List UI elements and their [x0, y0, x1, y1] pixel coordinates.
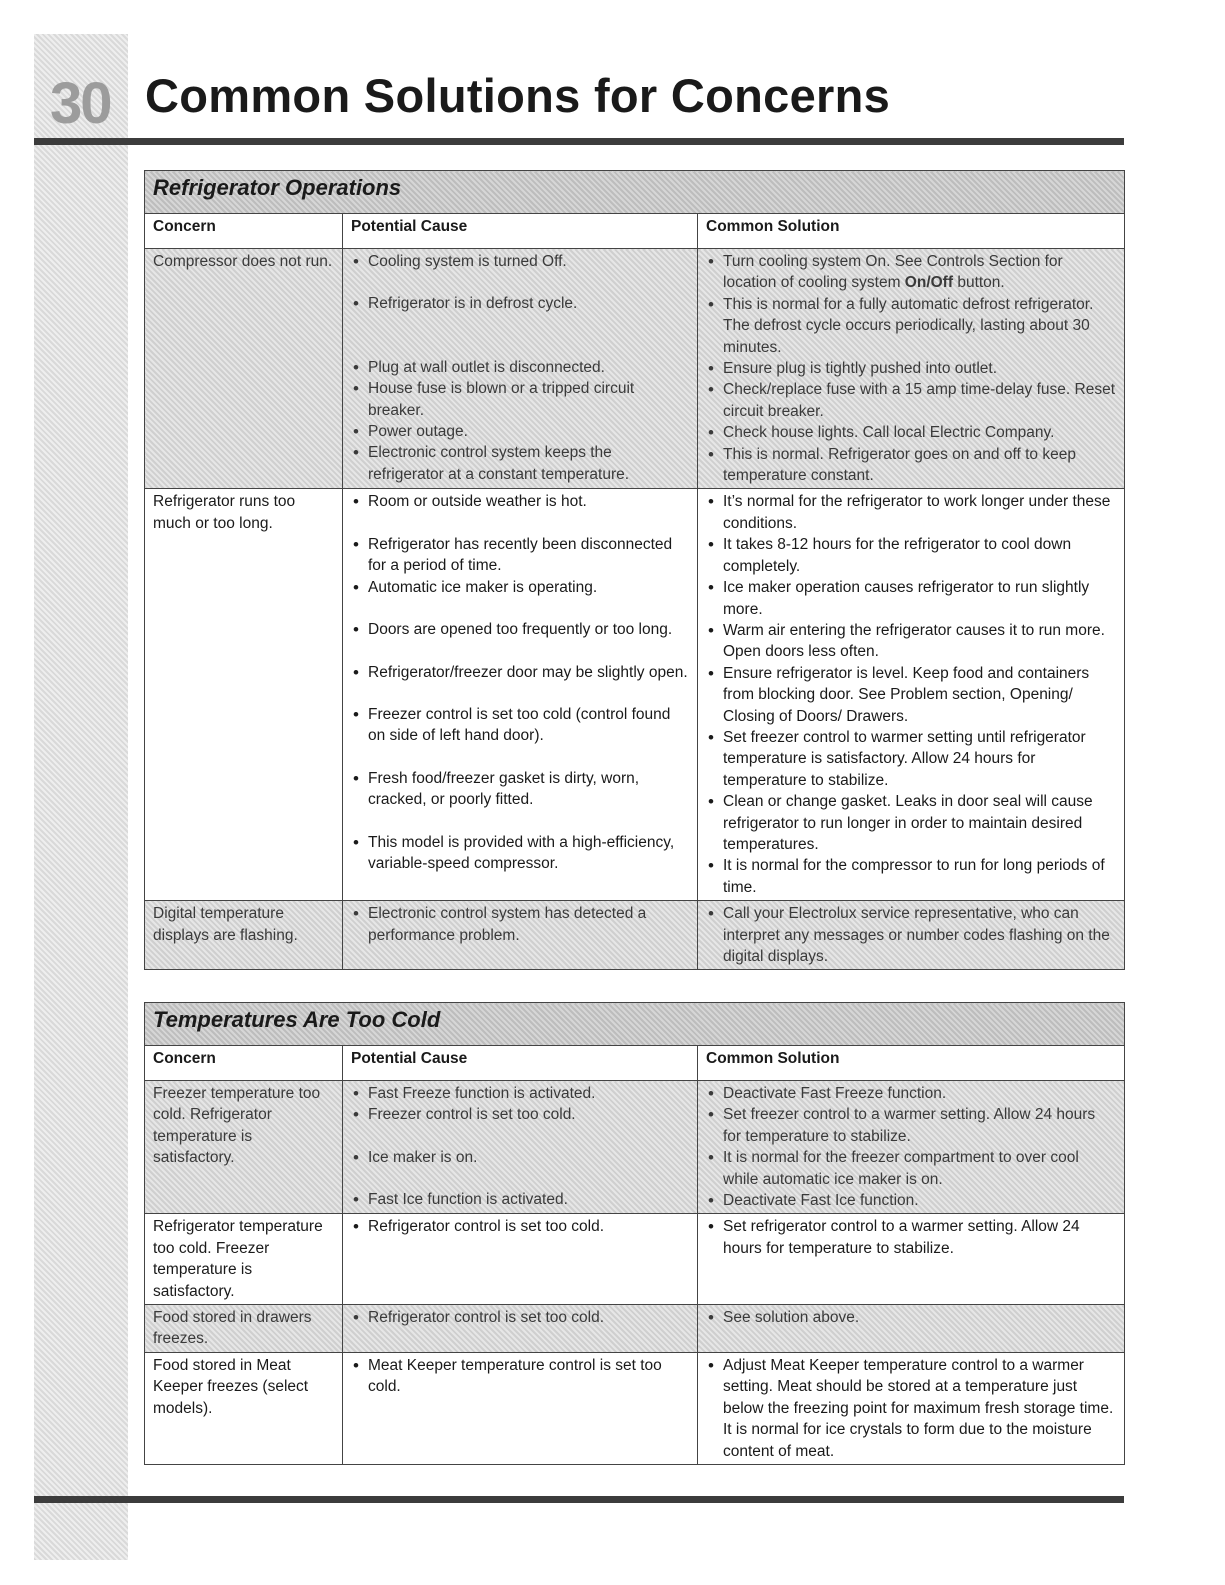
table-row: [145, 1305, 1125, 1353]
list-item: • Doors are opened too frequently or too long.: [351, 619, 689, 640]
list-item: • Ice maker operation causes refrigerator to run slightly more.: [706, 577, 1116, 620]
list-item: • Set freezer control to a warmer setting. Allow 24 hours for temperature to stabilize.: [706, 1104, 1116, 1147]
list-item: • Fast Freeze function is activated.: [351, 1083, 689, 1104]
list-item: • Check house lights. Call local Electric Company.: [706, 422, 1116, 443]
list-item: • Electronic control system has detected a performance problem.: [351, 903, 689, 946]
concern-cell: Compressor does not run.: [145, 249, 343, 489]
list-item: • Room or outside weather is hot.: [351, 491, 689, 512]
table-row: [145, 489, 1125, 901]
list-item: • This is normal for a fully automatic defrost refrigerator. The defrost cycle occurs periodically, lasting about 30 minutes.: [706, 294, 1116, 358]
list-item: • Electronic control system keeps the refrigerator at a constant temperature.: [351, 442, 689, 485]
list-item: • Refrigerator has recently been disconnected for a period of time.: [351, 534, 689, 577]
list-item: • Deactivate Fast Ice function.: [706, 1190, 1116, 1211]
section-table: [144, 1002, 1125, 1465]
list-item: • Automatic ice maker is operating.: [351, 577, 689, 598]
solution-cell: [698, 1352, 1125, 1464]
list-item: • Ice maker is on.: [351, 1147, 689, 1168]
list-item: • This model is provided with a high-efficiency, variable-speed compressor.: [351, 832, 689, 875]
table-row: [145, 249, 1125, 489]
list-item: • Power outage.: [351, 421, 689, 442]
concern-header: Concern: [145, 214, 343, 249]
solution-header: Common Solution: [698, 214, 1125, 249]
side-strip: [34, 34, 128, 1560]
solution-cell: [698, 1081, 1125, 1214]
list-item: • Turn cooling system On. See Controls Section for location of cooling system On/Off button.: [706, 251, 1116, 294]
list-item: • Freezer control is set too cold.: [351, 1104, 689, 1125]
column-header-row: [145, 1046, 1125, 1081]
list-item: • It’s normal for the refrigerator to work longer under these conditions.: [706, 491, 1116, 534]
cause-cell: [343, 489, 698, 901]
list-item: • Fresh food/freezer gasket is dirty, worn, cracked, or poorly fitted.: [351, 768, 689, 811]
table-row: [145, 1081, 1125, 1214]
solution-cell: [698, 489, 1125, 901]
list-item: • This is normal. Refrigerator goes on and off to keep temperature constant.: [706, 444, 1116, 487]
solution-cell: [698, 249, 1125, 489]
concern-cell: Refrigerator temperature too cold. Freezer temperature is satisfactory.: [145, 1214, 343, 1305]
table-row: [145, 1352, 1125, 1464]
list-item: • Refrigerator is in defrost cycle.: [351, 293, 689, 314]
list-item: • Adjust Meat Keeper temperature control to a warmer setting. Meat should be stored at a temperature just below the freezing point for maximum fresh storage time. It is normal for ice crystals to form due to the moisture content of meat.: [706, 1355, 1116, 1462]
solution-cell: [698, 1214, 1125, 1305]
section-title: Refrigerator Operations: [145, 171, 1125, 214]
list-item: • Plug at wall outlet is disconnected.: [351, 357, 689, 378]
concern-cell: Refrigerator runs too much or too long.: [145, 489, 343, 901]
solution-cell: [698, 1305, 1125, 1353]
solution-header: Common Solution: [698, 1046, 1125, 1081]
on-off-term: On/Off: [904, 274, 954, 292]
list-item: • Clean or change gasket. Leaks in door seal will cause refrigerator to run longer in order to maintain desired temperatures.: [706, 791, 1116, 855]
list-item: • Warm air entering the refrigerator causes it to run more. Open doors less often.: [706, 620, 1116, 663]
page-title: Common Solutions for Concerns: [145, 69, 891, 122]
list-item: • It takes 8-12 hours for the refrigerator to cool down completely.: [706, 534, 1116, 577]
section-title: Temperatures Are Too Cold: [145, 1003, 1125, 1046]
cause-cell: [343, 1081, 698, 1214]
list-item: • Ensure refrigerator is level. Keep food and containers from blocking door. See Problem section, Opening/ Closing of Doors/ Drawers.: [706, 663, 1116, 727]
list-item: • Fast Ice function is activated.: [351, 1189, 689, 1210]
table-row: [145, 901, 1125, 970]
section-table: [144, 170, 1125, 970]
list-item: • Refrigerator control is set too cold.: [351, 1307, 689, 1328]
list-item: • House fuse is blown or a tripped circuit breaker.: [351, 378, 689, 421]
list-item: • Refrigerator/freezer door may be slightly open.: [351, 662, 689, 683]
list-item: • Cooling system is turned Off.: [351, 251, 689, 272]
list-item: • It is normal for the freezer compartment to over cool while automatic ice maker is on.: [706, 1147, 1116, 1190]
cause-cell: [343, 1305, 698, 1353]
cause-cell: [343, 901, 698, 970]
header-rule: [34, 138, 1124, 145]
solution-cell: [698, 901, 1125, 970]
list-item: • Deactivate Fast Freeze function.: [706, 1083, 1116, 1104]
concern-header: Concern: [145, 1046, 343, 1081]
cause-cell: [343, 249, 698, 489]
concern-cell: Food stored in drawers freezes.: [145, 1305, 343, 1353]
list-item: • Call your Electrolux service representative, who can interpret any messages or number codes flashing on the digital displays.: [706, 903, 1116, 967]
page-header: [0, 60, 1225, 140]
cause-header: Potential Cause: [343, 1046, 698, 1081]
list-item: • It is normal for the compressor to run for long periods of time.: [706, 855, 1116, 898]
cause-cell: [343, 1352, 698, 1464]
list-item: • Meat Keeper temperature control is set too cold.: [351, 1355, 689, 1398]
concern-cell: Digital temperature displays are flashing.: [145, 901, 343, 970]
concern-cell: Food stored in Meat Keeper freezes (select models).: [145, 1352, 343, 1464]
cause-cell: [343, 1214, 698, 1305]
column-header-row: [145, 214, 1125, 249]
table-row: [145, 1214, 1125, 1305]
list-item: • Set refrigerator control to a warmer setting. Allow 24 hours for temperature to stabilize.: [706, 1216, 1116, 1259]
page-number: 30: [50, 71, 111, 136]
list-item: • See solution above.: [706, 1307, 1116, 1328]
list-item: • Set freezer control to warmer setting until refrigerator temperature is satisfactory. Allow 24 hours for temperature to stabilize.: [706, 727, 1116, 791]
concern-cell: Freezer temperature too cold. Refrigerator temperature is satisfactory.: [145, 1081, 343, 1214]
footer-rule: [34, 1496, 1124, 1503]
cause-header: Potential Cause: [343, 214, 698, 249]
list-item: • Ensure plug is tightly pushed into outlet.: [706, 358, 1116, 379]
list-item: • Freezer control is set too cold (control found on side of left hand door).: [351, 704, 689, 747]
list-item: • Refrigerator control is set too cold.: [351, 1216, 689, 1237]
list-item: • Check/replace fuse with a 15 amp time-delay fuse. Reset circuit breaker.: [706, 379, 1116, 422]
